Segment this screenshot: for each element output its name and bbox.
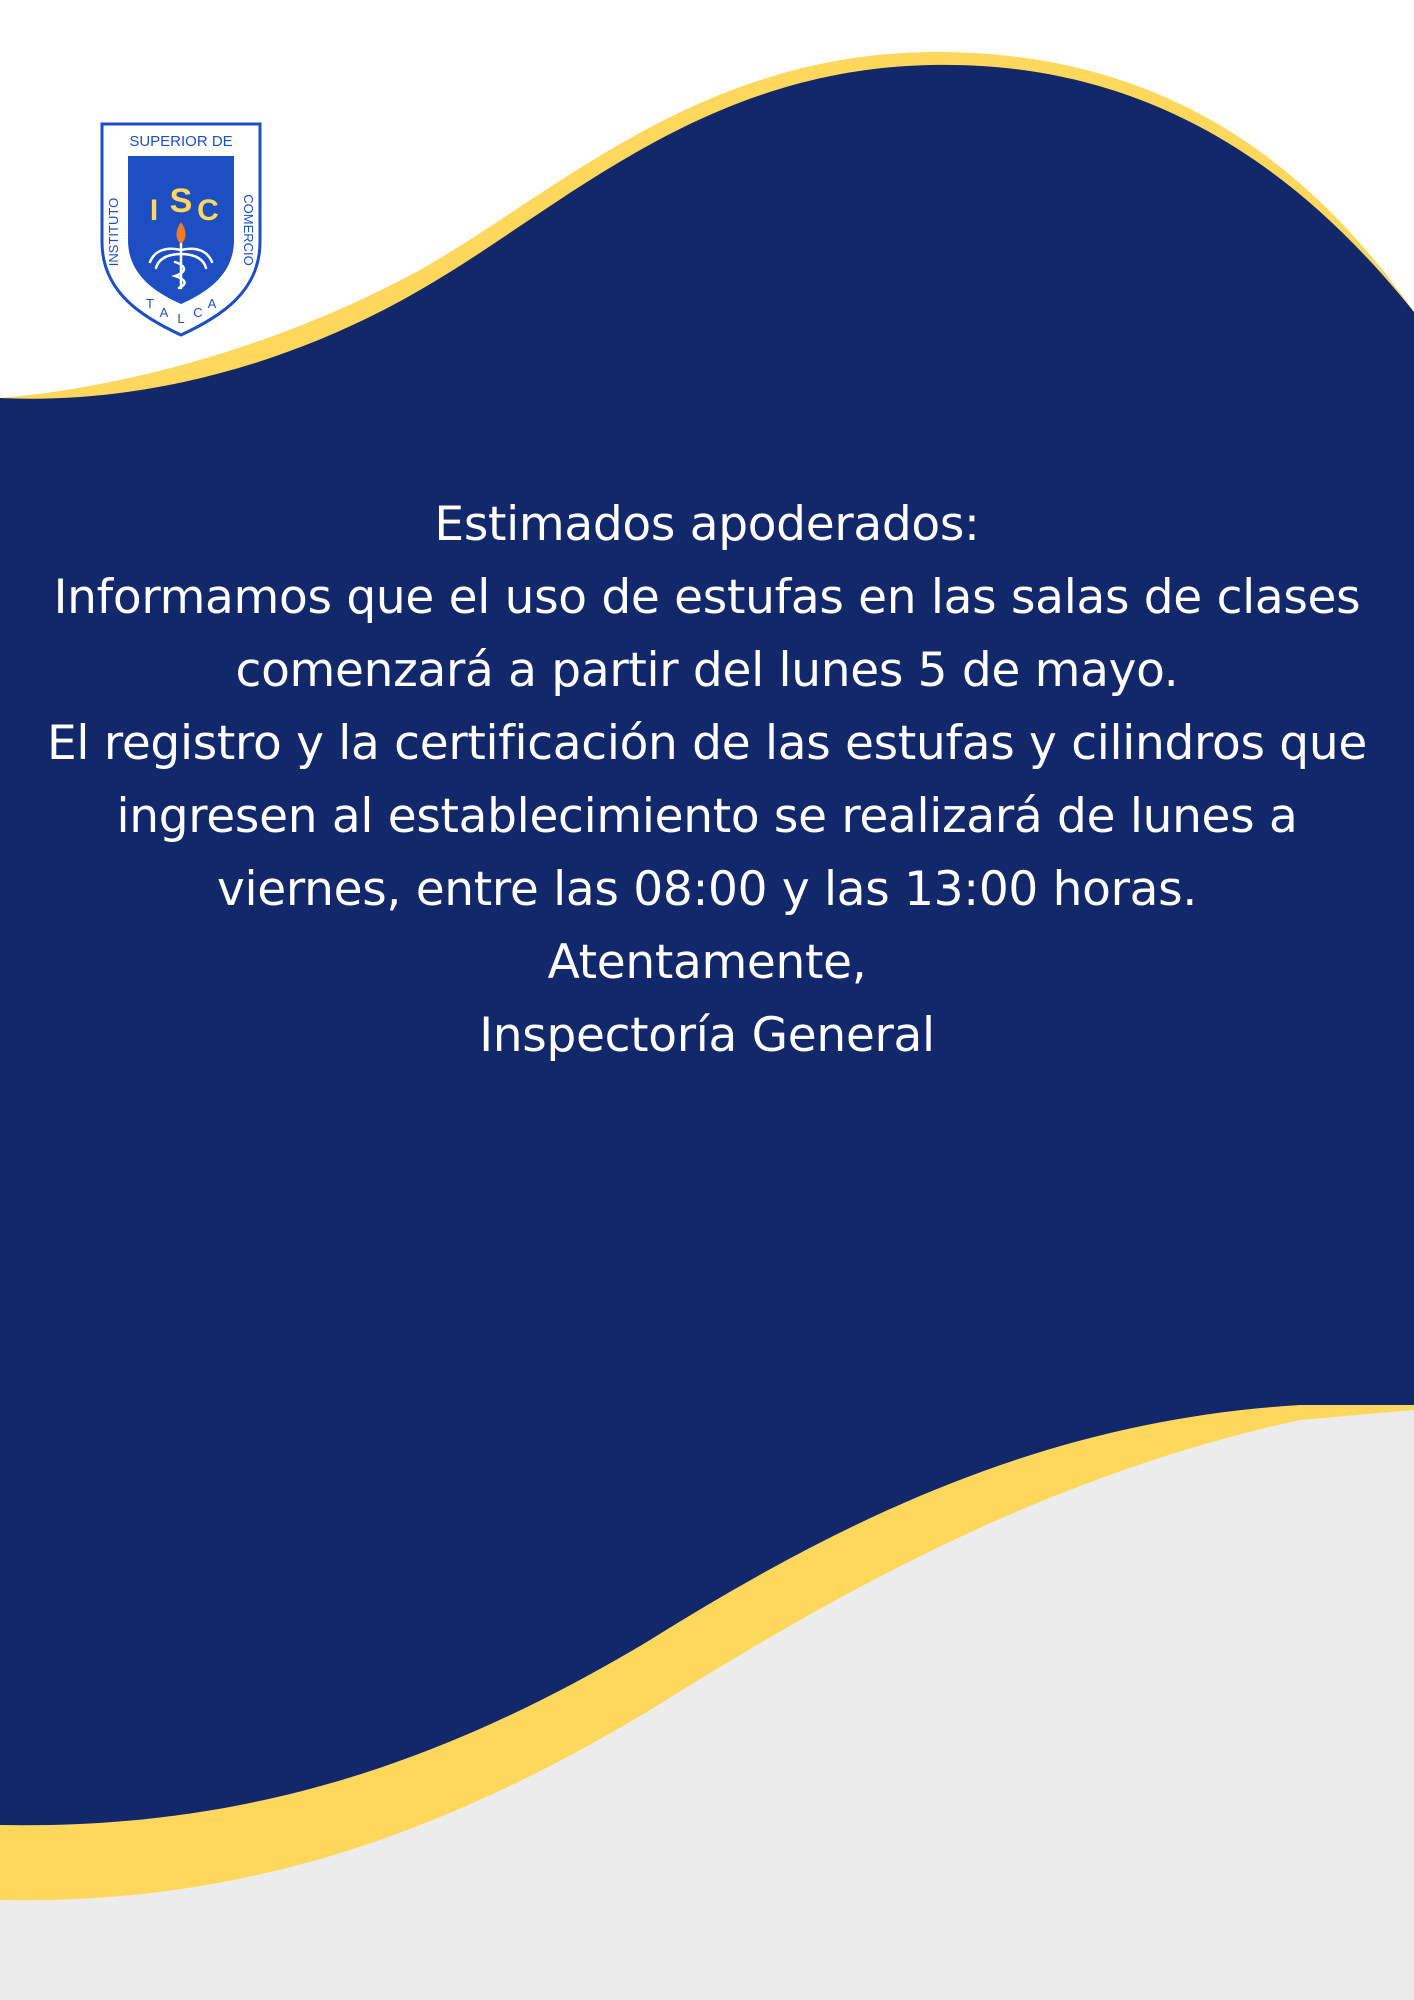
message-line: El registro y la certificación de las estufas y cilindros que [47, 716, 1367, 771]
message-line: ingresen al establecimiento se realizará de lunes a [116, 789, 1298, 844]
crest-right-text: COMERCIO [241, 194, 256, 266]
crest-bottom-letter: T [146, 296, 154, 311]
crest-bottom-letter: C [193, 305, 203, 320]
crest-initial-s: S [169, 182, 193, 220]
message-line: viernes, entre las 08:00 y las 13:00 horas. [217, 862, 1197, 917]
bottom-gray-area [0, 1410, 1414, 2000]
crest-top-text: SUPERIOR DE [129, 133, 233, 150]
crest-bottom-letter: A [207, 296, 217, 311]
announcement-message [0, 488, 1414, 1072]
closing: Atentamente, [547, 935, 867, 990]
signature: Inspectoría General [479, 1008, 935, 1063]
crest-left-text: INSTITUTO [106, 197, 121, 267]
school-crest-logo [100, 122, 262, 337]
message-line: comenzará a partir del lunes 5 de mayo. [235, 643, 1179, 698]
message-line: Informamos que el uso de estufas en las salas de clases [53, 570, 1361, 625]
greeting: Estimados apoderados: [434, 497, 980, 552]
crest-bottom-letter: L [177, 311, 185, 326]
crest-bottom-letter: A [159, 305, 169, 320]
crest-initial-i: I [149, 194, 159, 227]
crest-initial-c: C [197, 194, 219, 227]
